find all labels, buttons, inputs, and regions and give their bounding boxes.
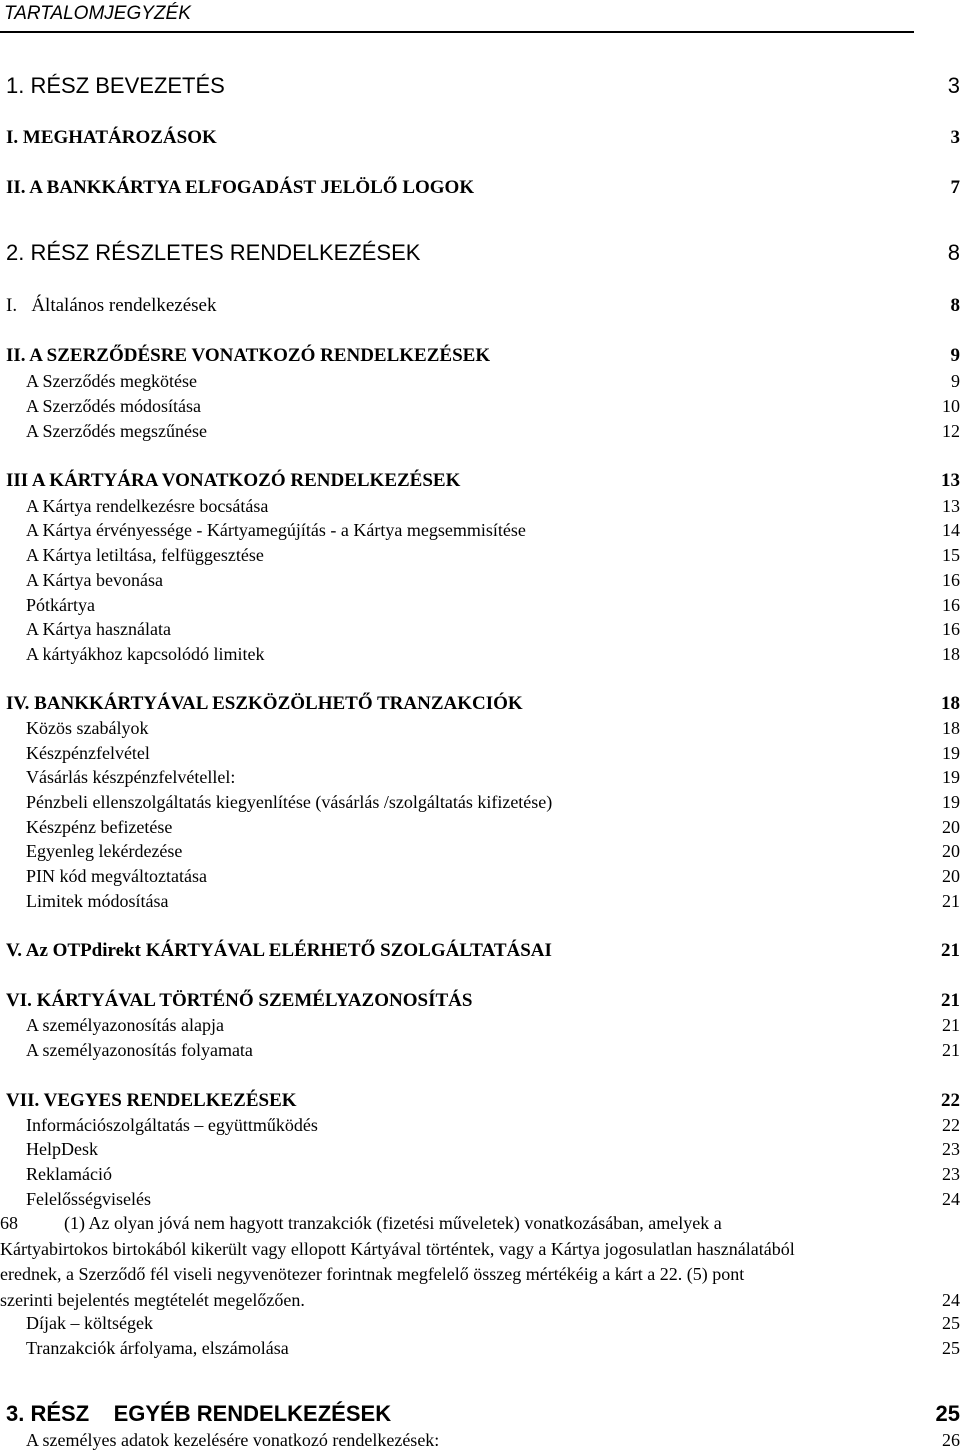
entry-title: 3. RÉSZ EGYÉB RENDELKEZÉSEK — [6, 1401, 392, 1426]
toc-entry-subsection[interactable] — [0, 642, 960, 666]
toc-entry-section[interactable] — [0, 1088, 960, 1114]
entry-page: 20 — [942, 866, 960, 886]
entry-title: Felelősségviselés — [26, 1189, 151, 1209]
toc-entry-subsection[interactable] — [0, 1038, 960, 1062]
toc-entry-subsection[interactable] — [0, 716, 960, 740]
entry-title: I. MEGHATÁROZÁSOK — [6, 127, 217, 148]
entry-title: Egyenleg lekérdezése — [26, 841, 183, 861]
entry-title: IV. BANKKÁRTYÁVAL ESZKÖZÖLHETŐ TRANZAKCIÓK — [6, 693, 523, 714]
entry-page: 24 — [942, 1289, 960, 1310]
entry-page: 8 — [947, 240, 960, 265]
toc-entry-subsection[interactable] — [0, 394, 960, 418]
toc-entry-subsection[interactable] — [0, 1336, 960, 1360]
entry-title: Készpénz befizetése — [26, 817, 173, 837]
entry-page: 8 — [950, 295, 960, 316]
paragraph-line: Kártyabirtokos birtokából kikerült vagy ellopott Kártyával történtek, vagy a Kártya jogosulatlan használatából — [0, 1238, 795, 1259]
paragraph-number: 68 — [0, 1213, 18, 1233]
entry-title: A Szerződés megkötése — [26, 371, 197, 391]
entry-title: A Szerződés módosítása — [26, 396, 201, 416]
entry-page: 19 — [942, 743, 960, 763]
entry-title: III A KÁRTYÁRA VONATKOZÓ RENDELKEZÉSEK — [6, 470, 461, 491]
toc-entry-subsection[interactable] — [0, 494, 960, 518]
toc-entry-part-3[interactable] — [0, 1399, 960, 1429]
toc-entry-section[interactable] — [0, 988, 960, 1014]
toc-entry-subsection[interactable] — [0, 1137, 960, 1161]
toc-entry-subsection[interactable] — [0, 617, 960, 641]
paragraph-text: szerinti bejelentés megtételét megelőzően. — [0, 1289, 305, 1310]
toc-entry-section[interactable] — [0, 293, 960, 319]
entry-page: 9 — [951, 371, 960, 391]
toc-entry-subsection[interactable] — [0, 568, 960, 592]
entry-page: 3 — [950, 127, 960, 148]
entry-title: Pótkártya — [26, 595, 95, 615]
entry-page: 25 — [942, 1313, 960, 1333]
entry-page: 24 — [942, 1189, 960, 1209]
toc-entry-subsection[interactable] — [0, 790, 960, 814]
toc-entry-section[interactable] — [0, 125, 960, 151]
entry-page: 16 — [942, 595, 960, 615]
toc-entry-section[interactable] — [0, 175, 960, 201]
entry-title: Vásárlás készpénzfelvétellel: — [26, 767, 236, 787]
entry-page: 19 — [942, 792, 960, 812]
entry-page: 19 — [942, 767, 960, 787]
entry-title: HelpDesk — [26, 1139, 98, 1159]
toc-entry-subsection[interactable] — [0, 864, 960, 888]
entry-page: 16 — [942, 570, 960, 590]
entry-page: 18 — [942, 718, 960, 738]
paragraph-line: erednek, a Szerződő fél viseli negyvenötezer forintnak megfelelő összeg mértékéig a kárt a 22. (5) pont — [0, 1264, 745, 1284]
toc-entry-section[interactable] — [0, 343, 960, 369]
toc-entry-subsection[interactable] — [0, 593, 960, 617]
entry-page: 21 — [941, 940, 960, 961]
entry-page: 20 — [942, 841, 960, 861]
toc-entry-subsection[interactable] — [0, 815, 960, 839]
entry-title: A személyazonosítás folyamata — [26, 1040, 253, 1060]
toc-entry-part-1[interactable] — [0, 71, 960, 101]
entry-page: 25 — [942, 1338, 960, 1358]
toc-entry-subsection[interactable] — [0, 1187, 960, 1211]
entry-title: Tranzakciók árfolyama, elszámolása — [26, 1338, 289, 1358]
entry-title: A személyes adatok kezelésére vonatkozó rendelkezések: — [26, 1430, 440, 1450]
entry-title: A Kártya bevonása — [26, 570, 163, 590]
entry-title: A Kártya használata — [26, 619, 171, 639]
entry-page: 26 — [942, 1430, 960, 1450]
toc-entry-subsection[interactable] — [0, 889, 960, 913]
toc-entry-subsection[interactable] — [0, 369, 960, 393]
entry-title: A kártyákhoz kapcsolódó limitek — [26, 644, 265, 664]
toc-entry-subsection[interactable] — [0, 419, 960, 443]
paragraph-line — [0, 1288, 960, 1314]
entry-title: A Szerződés megszűnése — [26, 421, 207, 441]
toc-entry-paragraph-68[interactable] — [0, 1211, 960, 1313]
entry-page: 23 — [942, 1139, 960, 1159]
toc-entry-subsection[interactable] — [0, 1162, 960, 1186]
toc-entry-subsection[interactable] — [0, 765, 960, 789]
entry-title: Pénzbeli ellenszolgáltatás kiegyenlítése (vásárlás /szolgáltatás kifizetése) — [26, 792, 553, 812]
entry-page: 13 — [941, 470, 960, 491]
entry-page: 10 — [942, 396, 960, 416]
entry-page: 12 — [942, 421, 960, 441]
toc-entry-subsection[interactable] — [0, 518, 960, 542]
entry-page: 15 — [942, 545, 960, 565]
toc-entry-subsection[interactable] — [0, 543, 960, 567]
entry-page: 21 — [942, 891, 960, 911]
entry-title: A Kártya letiltása, felfüggesztése — [26, 545, 264, 565]
toc-entry-subsection[interactable] — [0, 1113, 960, 1137]
entry-page: 21 — [942, 1015, 960, 1035]
entry-title: II. A SZERZŐDÉSRE VONATKOZÓ RENDELKEZÉSEK — [6, 345, 491, 366]
entry-title: I. Általános rendelkezések — [6, 295, 217, 316]
entry-title: Információszolgáltatás – együttműködés — [26, 1115, 318, 1135]
entry-title: II. A BANKKÁRTYA ELFOGADÁST JELÖLŐ LOGOK — [6, 177, 475, 198]
entry-title: Reklamáció — [26, 1164, 112, 1184]
entry-page: 21 — [942, 1040, 960, 1060]
entry-title: PIN kód megváltoztatása — [26, 866, 207, 886]
entry-title: VII. VEGYES RENDELKEZÉSEK — [6, 1090, 297, 1111]
entry-page: 16 — [942, 619, 960, 639]
entry-page: 3 — [947, 73, 960, 98]
entry-title: A Kártya érvényessége - Kártyamegújítás - a Kártya megsemmisítése — [26, 520, 526, 540]
entry-page: 18 — [942, 644, 960, 664]
entry-page: 25 — [935, 1401, 960, 1426]
toc-heading: TARTALOMJEGYZÉK — [4, 3, 191, 24]
entry-title: Készpénzfelvétel — [26, 743, 150, 763]
entry-title: Limitek módosítása — [26, 891, 169, 911]
paragraph-text: (1) Az olyan jóvá nem hagyott tranzakciók (fizetési műveletek) vonatkozásában, amelyek a — [64, 1213, 722, 1233]
toc-entry-subsection[interactable] — [0, 839, 960, 863]
toc-entry-section[interactable] — [0, 938, 960, 964]
entry-title: A Kártya rendelkezésre bocsátása — [26, 496, 269, 516]
paragraph-line — [0, 1211, 960, 1237]
entry-title: Közös szabályok — [26, 718, 149, 738]
entry-page: 14 — [942, 520, 960, 540]
entry-title: 2. RÉSZ RÉSZLETES RENDELKEZÉSEK — [6, 240, 421, 265]
entry-title: 1. RÉSZ BEVEZETÉS — [6, 73, 225, 98]
entry-page: 22 — [941, 1090, 960, 1111]
entry-page: 22 — [942, 1115, 960, 1135]
entry-page: 20 — [942, 817, 960, 837]
entry-page: 7 — [950, 177, 960, 198]
toc-entry-part-2[interactable] — [0, 238, 960, 268]
entry-page: 18 — [941, 693, 960, 714]
entry-page: 13 — [942, 496, 960, 516]
toc-entry-subsection[interactable] — [0, 1311, 960, 1335]
entry-page: 23 — [942, 1164, 960, 1184]
entry-title: V. Az OTPdirekt KÁRTYÁVAL ELÉRHETŐ SZOLGÁLTATÁSAI — [6, 940, 552, 961]
toc-entry-subsection[interactable] — [0, 1013, 960, 1037]
toc-entry-section[interactable] — [0, 468, 960, 494]
entry-page: 9 — [950, 345, 960, 366]
toc-entry-section[interactable] — [0, 691, 960, 717]
entry-title: A személyazonosítás alapja — [26, 1015, 224, 1035]
toc-entry-subsection[interactable] — [0, 741, 960, 765]
entry-title: Díjak – költségek — [26, 1313, 153, 1333]
entry-title: VI. KÁRTYÁVAL TÖRTÉNŐ SZEMÉLYAZONOSÍTÁS — [6, 990, 473, 1011]
toc-entry-subsection[interactable] — [0, 1428, 960, 1452]
heading-rule — [0, 31, 914, 33]
entry-page: 21 — [941, 990, 960, 1011]
